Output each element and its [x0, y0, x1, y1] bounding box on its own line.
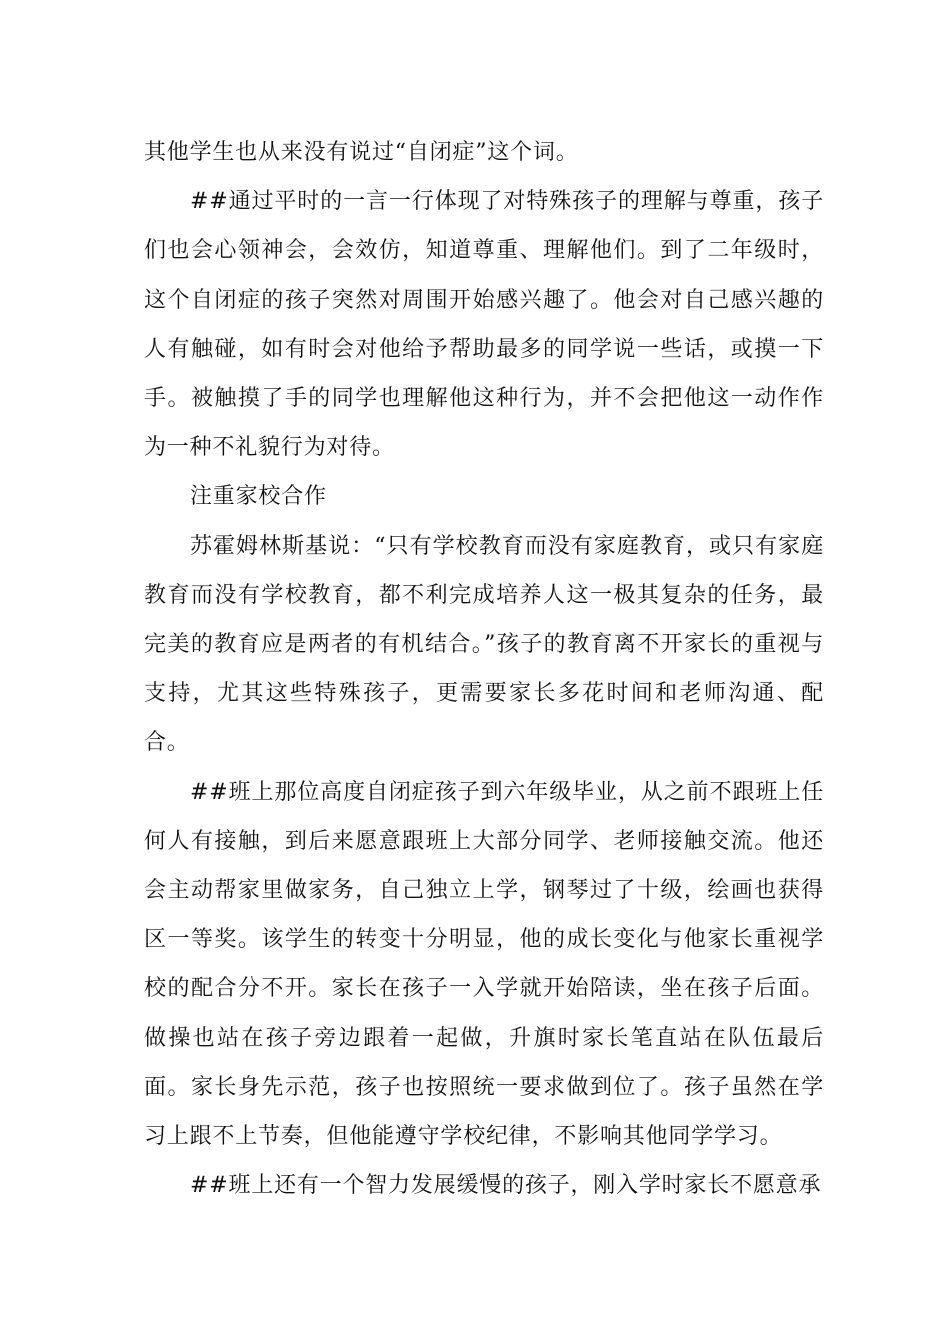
paragraph-5: ##班上还有一个智力发展缓慢的孩子，刚入学时家长不愿意承	[190, 1173, 822, 1199]
paragraph-3: 苏霍姆林斯基说：“只有学校教育而没有家庭教育，或只有家庭教育而没有学校教育，都不利完成培养人这一极其复杂的任务，最完美的教育应是两者的有机结合。”孩子的教育离不开家长的重视与支持，尤其这些特殊孩子，更需要家长多花时间和老师沟通、配合。	[144, 533, 824, 756]
paragraph-2: ##通过平时的一言一行体现了对特殊孩子的理解与尊重，孩子们也会心领神会，会效仿，知道尊重、理解他们。到了二年级时，这个自闭症的孩子突然对周围开始感兴趣了。他会对自己感兴趣的人有触碰，如有时会对他给予帮助最多的同学说一些话，或摸一下手。被触摸了手的同学也理解他这种行为，并不会把他这一动作作为一种不礼貌行为对待。	[144, 189, 824, 461]
paragraph-4: ##班上那位高度自闭症孩子到六年级毕业，从之前不跟班上任何人有接触，到后来愿意跟班上大部分同学、老师接触交流。他还会主动帮家里做家务，自己独立上学，钢琴过了十级，绘画也获得区一等奖。该学生的转变十分明显，他的成长变化与他家长重视学校的配合分不开。家长在孩子一入学就开始陪读，坐在孩子后面。做操也站在孩子旁边跟着一起做，升旗时家长笔直站在队伍最后面。家长身先示范，孩子也按照统一要求做到位了。孩子虽然在学习上跟不上节奏，但他能遵守学校纪律，不影响其他同学学习。	[144, 779, 824, 1150]
section-heading: 注重家校合作	[190, 484, 327, 510]
paragraph-1: 其他学生也从来没有说过“自闭症”这个词。	[144, 140, 579, 165]
document-body	[144, 128, 824, 1210]
